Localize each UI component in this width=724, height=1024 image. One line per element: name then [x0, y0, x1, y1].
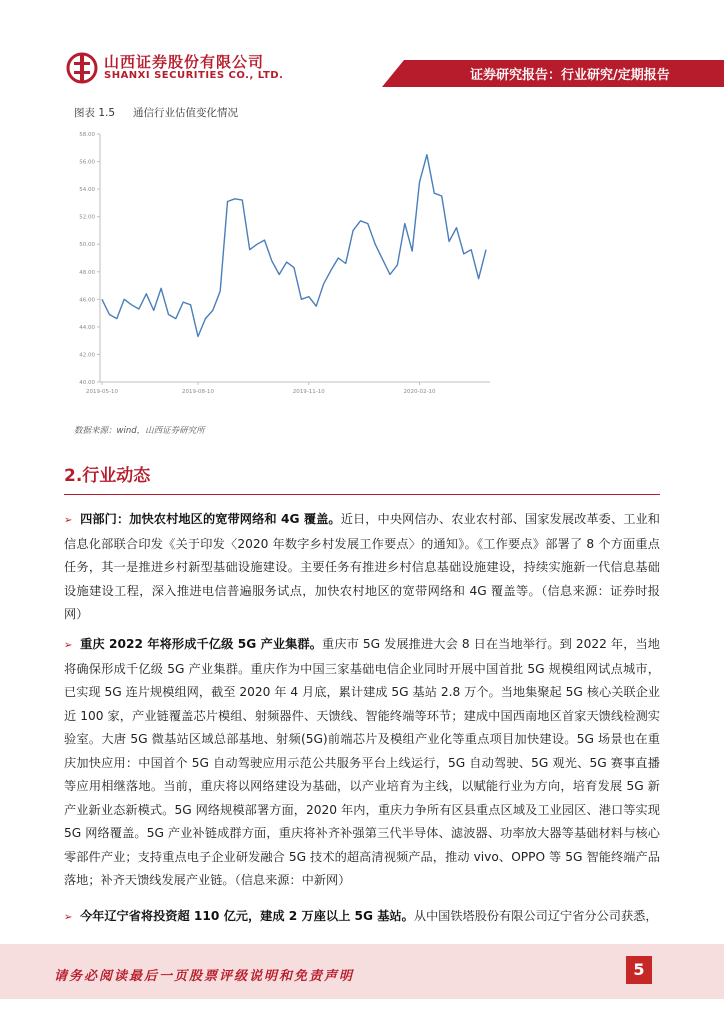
section-title: 2.行业动态 — [64, 466, 151, 486]
figure-source: 数据来源：wind，山西证券研究所 — [74, 426, 205, 436]
series-line — [102, 155, 486, 337]
y-tick-label: 50.00 — [79, 242, 95, 249]
news-item — [64, 508, 660, 627]
y-tick-label: 54.00 — [79, 187, 95, 194]
chart-series — [102, 155, 486, 337]
news-body: 从中国铁塔股份有限公司辽宁省分公司获悉， — [413, 909, 658, 923]
figure-title: 通信行业估值变化情况 — [133, 107, 239, 119]
news-lead: 重庆 2022 年将形成千亿级 5G 产业集群。 — [80, 637, 323, 651]
company-name-en: SHANXI SECURITIES CO., LTD. — [104, 70, 284, 81]
news-lead: 今年辽宁省将投资超 110 亿元，建成 2 万座以上 5G 基站。 — [80, 909, 414, 923]
arrow-bullet-icon: ➢ — [64, 515, 73, 526]
footer-disclaimer: 请务必阅读最后一页股票评级说明和免责声明 — [54, 969, 355, 984]
report-type: 证券研究报告：行业研究/定期报告 — [470, 68, 670, 83]
news-item — [64, 633, 660, 893]
arrow-bullet-icon: ➢ — [64, 640, 73, 651]
news-item — [64, 905, 660, 930]
y-tick-label: 52.00 — [79, 214, 95, 221]
news-body: 近日，中央网信办、农业农村部、国家发展改革委、工业和信息化部联合印发《关于印发〈2020 年数字乡村发展工作要点〉的通知》。《工作要点》部署了 8 个方面重点任务，其一是推进乡村新型基础设施建设。主要任务有推进乡村信息基础设施建设，持续实施新一代信息基础设施建设工程，深入推进电信普遍服务试点，加快农村地区的宽带网络和 4G 覆盖等。（信息来源：证券时报网） — [64, 512, 660, 621]
section-divider — [64, 494, 660, 495]
y-tick-label: 48.00 — [79, 269, 95, 276]
y-tick-label: 46.00 — [79, 297, 95, 304]
y-tick-label: 42.00 — [79, 352, 95, 359]
x-tick-label: 2019-05-10 — [86, 389, 118, 395]
figure-caption — [74, 105, 238, 120]
page-number: 5 — [626, 956, 652, 984]
y-axis-ticks — [79, 132, 100, 386]
x-tick-label: 2020-02-10 — [403, 389, 436, 395]
y-tick-label: 44.00 — [79, 324, 95, 331]
news-body: 重庆市 5G 发展推进大会 8 日在当地举行。到 2022 年，当地将确保形成千亿级 5G 产业集群。重庆作为中国三家基础电信企业同时开展中国首批 5G 规模组网试点城市，已实现 5G 连片规模组网，截至 2020 年 4 月底，累计建成 5G 基站 2.8 万个。当地集聚起 5G 核心关联企业近 100 家，产业链覆盖芯片模组、射频器件、天馈线、智能终端等环节；建成中国西南地区首家天馈线检测实验室。大唐 5G 微基站区域总部基地、射频(5G)前端芯片及模组产业化等重点项目加快建设。5G 场景也在重庆加快应用：中国首个 5G 自动驾驶应用示范公共服务平台上线运行，5G 自动驾驶、5G 观光、5G 赛事直播等应用相继落地。当前，重庆将以网络建设为基础，以产业培育为主线，以赋能行业为方向，培育发展 5G 新产业新业态新模式。5G 网络规模部署方面，2020 年内，重庆力争所有区县重点区域及工业园区、港口等实现 5G 网络覆盖。5G 产业补链成群方面，重庆将补齐补强第三代半导体、滤波器、功率放大器等基础材料与核心零部件产业；支持重点电子企业研发融合 5G 技术的超高清视频产品，推动 vivo、OPPO 等 5G 智能终端产品落地；补齐天馈线发展产业链。（信息来源：中新网） — [64, 637, 660, 887]
y-tick-label: 58.00 — [79, 132, 95, 138]
company-logo-icon — [66, 52, 98, 84]
y-tick-label: 56.00 — [79, 159, 95, 166]
company-name-cn: 山西证券股份有限公司 — [104, 53, 265, 71]
figure-number: 图表 1.5 — [74, 107, 116, 119]
y-tick-label: 40.00 — [79, 380, 95, 386]
arrow-bullet-icon: ➢ — [64, 912, 73, 923]
valuation-line-chart — [62, 122, 502, 412]
news-lead: 四部门：加快农村地区的宽带网络和 4G 覆盖。 — [80, 512, 341, 526]
x-tick-label: 2019-08-10 — [182, 389, 214, 395]
x-axis-ticks — [86, 382, 436, 395]
x-tick-label: 2019-11-10 — [292, 389, 325, 395]
